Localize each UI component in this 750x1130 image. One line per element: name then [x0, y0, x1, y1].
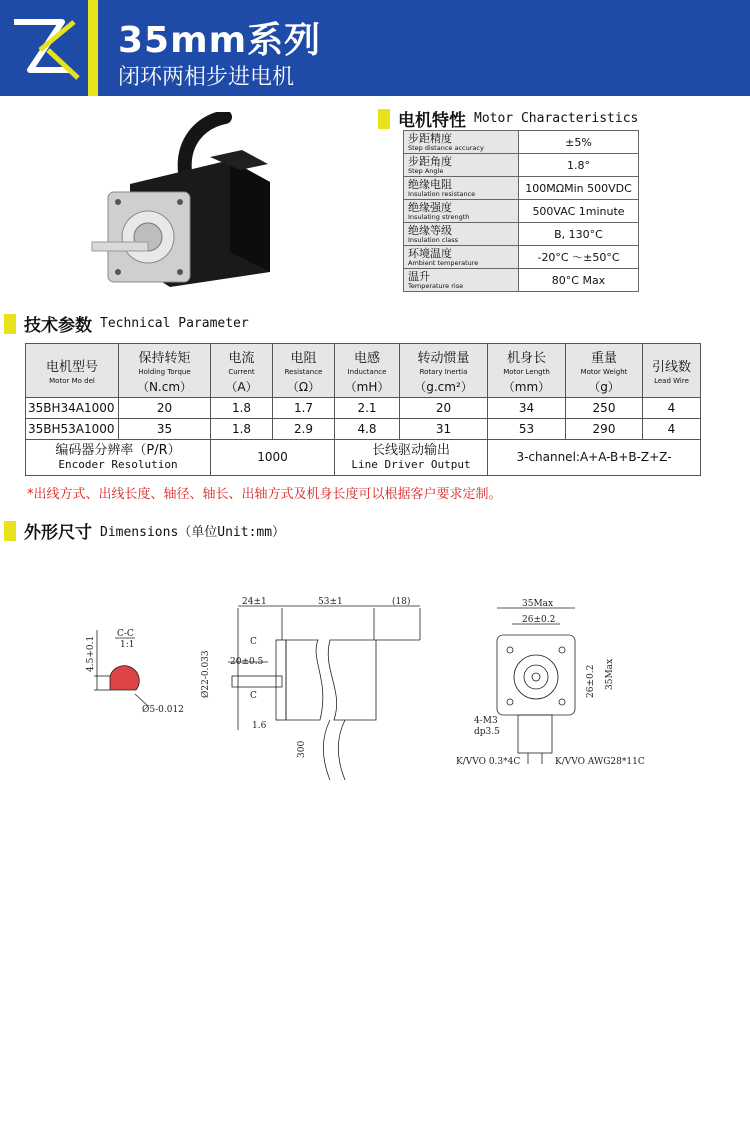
page-subtitle: 闭环两相步进电机 — [118, 65, 295, 90]
cell: 1.7 — [273, 398, 335, 419]
encoder-output-cell — [335, 440, 488, 476]
header-zh: 电流 — [228, 350, 255, 366]
char-key-zh: 步距角度 — [408, 154, 452, 168]
heading-accent-bar — [4, 314, 16, 334]
thread-depth: dp3.5 — [474, 727, 500, 737]
char-key — [404, 223, 519, 246]
table-row — [404, 131, 639, 154]
motor-photo — [90, 112, 320, 292]
header-zh: 机身长 — [506, 350, 546, 366]
char-key-zh: 环境温度 — [408, 246, 452, 260]
header-cell — [273, 344, 335, 398]
page-title: 35mm系列 — [118, 20, 322, 61]
char-key-zh: 绝缘等级 — [408, 223, 452, 237]
motor-side-view — [200, 596, 420, 780]
technical-heading — [4, 311, 249, 336]
header-en: Rotary Inertia — [419, 367, 468, 376]
header-cell — [488, 344, 566, 398]
technical-table — [25, 343, 701, 476]
dim-26-h: 26±0.2 — [522, 615, 556, 625]
encoder-channels: 3-channel:A+A-B+B-Z+Z- — [488, 440, 701, 476]
dimension-drawing — [0, 580, 750, 790]
shaft-section-view — [86, 629, 184, 715]
flat-dimension: 4.5+0.1 — [86, 635, 96, 672]
cell: 20 — [400, 398, 488, 419]
header-cell — [335, 344, 400, 398]
cell: 2.1 — [335, 398, 400, 419]
char-value: 500VAC 1minute — [519, 200, 639, 223]
brand-logo — [0, 0, 88, 96]
char-key — [404, 246, 519, 269]
dim-20: 20±0.5 — [230, 657, 264, 667]
section-mark-c-bottom: C — [250, 691, 257, 701]
char-key-zh: 绝缘电阻 — [408, 177, 452, 191]
dimensions-title-zh: 外形尺寸 — [24, 523, 92, 543]
char-value: -20°C ～±50°C — [519, 246, 639, 269]
cell: 4 — [643, 419, 701, 440]
encoder-label-cell — [26, 440, 211, 476]
encoder-label-en: Encoder Resolution — [58, 457, 178, 471]
char-value: 1.8° — [519, 154, 639, 177]
table-row — [404, 177, 639, 200]
header-cell — [566, 344, 643, 398]
header-unit: （g.cm²） — [414, 379, 473, 394]
heading-accent-bar — [4, 521, 16, 541]
char-value: 80°C Max — [519, 269, 639, 292]
heading-accent-bar — [378, 109, 390, 129]
characteristics-table — [403, 130, 639, 292]
header-en: Holding Torque — [138, 367, 191, 376]
characteristics-heading — [378, 106, 638, 131]
cell: 1.8 — [211, 419, 273, 440]
table-row — [404, 200, 639, 223]
header-zh: 保持转矩 — [138, 350, 191, 366]
cell: 2.9 — [273, 419, 335, 440]
cell: 250 — [566, 398, 643, 419]
cable-spec-1: K/VVO 0.3*4C — [456, 757, 521, 767]
header-unit: （Ω） — [286, 379, 321, 394]
header-cell — [400, 344, 488, 398]
char-key-en: Insulation resistance — [408, 189, 476, 198]
cable-spec-2: K/VVO AWG28*11C — [555, 757, 645, 767]
header-cell — [211, 344, 273, 398]
cell-model: 35BH34A1000 — [26, 398, 119, 419]
cell: 20 — [119, 398, 211, 419]
char-value: ±5% — [519, 131, 639, 154]
dim-24: 24±1 — [242, 597, 267, 607]
header-cell — [26, 344, 119, 398]
header-en: Motor Length — [503, 367, 550, 376]
table-row — [404, 246, 639, 269]
encoder-row — [26, 440, 701, 476]
dim-26-v: 26±0.2 — [586, 664, 596, 698]
header-accent-stripe — [88, 0, 98, 96]
dim-18: (18) — [392, 597, 411, 607]
dimensions-heading — [4, 518, 285, 543]
cell: 53 — [488, 419, 566, 440]
header-en: Resistance — [284, 367, 323, 376]
dim-1-6: 1.6 — [252, 721, 267, 731]
table-row — [404, 269, 639, 292]
motor-front-view — [456, 599, 645, 767]
characteristics-title-zh: 电机特性 — [398, 111, 466, 131]
char-key — [404, 269, 519, 292]
shaft-diameter: Ø5-0.012 — [142, 705, 184, 715]
header-en: Current — [228, 367, 255, 376]
characteristics-title-en: Motor Characteristics — [474, 111, 639, 126]
table-row — [26, 419, 701, 440]
dim-300: 300 — [297, 740, 307, 758]
section-scale: 1:1 — [120, 640, 135, 650]
header-en: Inductance — [347, 367, 387, 376]
char-key-zh: 温升 — [408, 269, 430, 283]
header-cell — [119, 344, 211, 398]
char-key-en: Insulation class — [408, 235, 458, 244]
header-en: Motor Mo del — [49, 377, 95, 385]
header-zh: 重量 — [590, 350, 617, 366]
char-key-en: Temperature rise — [408, 281, 464, 290]
section-label: C-C — [117, 629, 134, 639]
char-key — [404, 177, 519, 200]
char-key — [404, 200, 519, 223]
cell: 4 — [643, 398, 701, 419]
header-zh: 电阻 — [290, 350, 317, 366]
table-header-row — [26, 344, 701, 398]
dim-53: 53±1 — [318, 597, 343, 607]
encoder-output-en: Line Driver Output — [351, 457, 471, 471]
cell: 31 — [400, 419, 488, 440]
char-key-zh: 步距精度 — [408, 131, 452, 145]
section-mark-c-top: C — [250, 637, 257, 647]
encoder-value: 1000 — [211, 440, 335, 476]
dim-35max-v: 35Max — [605, 658, 615, 690]
customization-note: *出线方式、出线长度、轴径、轴长、出轴方式及机身长度可以根据客户要求定制。 — [27, 487, 502, 502]
thread-spec: 4-M3 — [474, 716, 498, 726]
char-key-zh: 绝缘强度 — [408, 200, 452, 214]
char-value: B, 130°C — [519, 223, 639, 246]
char-key — [404, 154, 519, 177]
dim-22: Ø22-0.033 — [201, 650, 211, 698]
dimensions-title-en: Dimensions（单位Unit:mm） — [100, 525, 286, 540]
char-value: 100MΩMin 500VDC — [519, 177, 639, 200]
dim-35max-h: 35Max — [522, 599, 554, 609]
char-key-en: Insulating strength — [408, 212, 470, 221]
cell: 34 — [488, 398, 566, 419]
table-row — [26, 398, 701, 419]
encoder-label-zh: 编码器分辨率（P/R） — [55, 442, 181, 458]
technical-title-en: Technical Parameter — [100, 316, 249, 331]
header-zh: 电感 — [353, 350, 380, 366]
table-row — [404, 154, 639, 177]
cell: 4.8 — [335, 419, 400, 440]
cell: 35 — [119, 419, 211, 440]
char-key-en: Step distance accuracy — [408, 143, 484, 152]
table-row — [404, 223, 639, 246]
header-en: Lead Wire — [654, 377, 689, 385]
header-unit: （g） — [588, 379, 620, 394]
header-zh: 电机型号 — [45, 360, 98, 375]
header-unit: （mm） — [502, 379, 551, 394]
header-zh: 转动惯量 — [417, 350, 470, 366]
header-unit: （A） — [225, 379, 258, 394]
char-key-en: Ambient temperature — [408, 258, 479, 267]
header-banner — [0, 0, 750, 96]
cell: 290 — [566, 419, 643, 440]
technical-title-zh: 技术参数 — [24, 316, 92, 336]
header-en: Motor Weight — [580, 367, 628, 376]
header-cell — [643, 344, 701, 398]
header-zh: 引线数 — [651, 360, 691, 375]
cell: 1.8 — [211, 398, 273, 419]
char-key-en: Step Angle — [408, 166, 444, 175]
cell-model: 35BH53A1000 — [26, 419, 119, 440]
char-key — [404, 131, 519, 154]
header-unit: （N.cm） — [136, 379, 193, 394]
header-unit: （mH） — [344, 379, 390, 394]
encoder-output-zh: 长线驱动输出 — [371, 442, 450, 458]
